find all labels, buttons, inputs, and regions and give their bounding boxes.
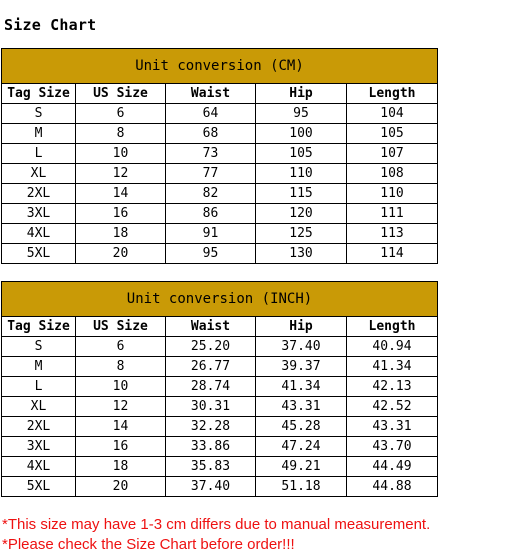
table-cell: 64 [166, 104, 256, 124]
table-cell: 105 [347, 124, 438, 144]
table-row [2, 164, 438, 184]
table-cell: 45.28 [256, 417, 347, 437]
table-cell: 5XL [2, 477, 76, 497]
table-row [2, 244, 438, 264]
table-cell: 110 [256, 164, 347, 184]
column-header: Hip [256, 84, 347, 104]
table-cell: 125 [256, 224, 347, 244]
table-cell: 12 [76, 397, 166, 417]
table-row [2, 337, 438, 357]
table-cell: 43.31 [256, 397, 347, 417]
table-cell: 100 [256, 124, 347, 144]
table-caption: Unit conversion (CM) [2, 49, 438, 84]
table-cell: 16 [76, 204, 166, 224]
table-cell: 3XL [2, 437, 76, 457]
table-cell: 33.86 [166, 437, 256, 457]
table-caption: Unit conversion (INCH) [2, 282, 438, 317]
table-row [2, 397, 438, 417]
table-cell: 41.34 [256, 377, 347, 397]
table-cell: 10 [76, 144, 166, 164]
table-cell: 51.18 [256, 477, 347, 497]
table-row [2, 457, 438, 477]
table-cell: 2XL [2, 184, 76, 204]
table-cell: 42.52 [347, 397, 438, 417]
column-header: Waist [166, 317, 256, 337]
table-cell: S [2, 104, 76, 124]
column-header: Waist [166, 84, 256, 104]
table-cell: 6 [76, 104, 166, 124]
table-cell: 28.74 [166, 377, 256, 397]
table-cell: 91 [166, 224, 256, 244]
check-chart-note: *Please check the Size Chart before order!!! [2, 536, 295, 553]
table-cell: 115 [256, 184, 347, 204]
table-row [2, 477, 438, 497]
table-cell: 32.28 [166, 417, 256, 437]
column-header: Length [347, 84, 438, 104]
table-cell: 110 [347, 184, 438, 204]
table-cell: 2XL [2, 417, 76, 437]
table-cell: 4XL [2, 224, 76, 244]
table-cell: 14 [76, 417, 166, 437]
column-header: US Size [76, 84, 166, 104]
table-cell: 130 [256, 244, 347, 264]
table-cell: 37.40 [256, 337, 347, 357]
table-cell: XL [2, 164, 76, 184]
table-cell: 49.21 [256, 457, 347, 477]
column-header: Tag Size [2, 84, 76, 104]
table-cell: 41.34 [347, 357, 438, 377]
table-cell: 20 [76, 244, 166, 264]
table-cell: 108 [347, 164, 438, 184]
table-cell: 20 [76, 477, 166, 497]
table-cell: 16 [76, 437, 166, 457]
table-cell: L [2, 144, 76, 164]
column-header: Hip [256, 317, 347, 337]
table-row [2, 144, 438, 164]
table-cell: 14 [76, 184, 166, 204]
table-cell: 95 [166, 244, 256, 264]
table-cell: 47.24 [256, 437, 347, 457]
table-cell: 73 [166, 144, 256, 164]
table-cell: 104 [347, 104, 438, 124]
column-header: US Size [76, 317, 166, 337]
table-row [2, 204, 438, 224]
table-cell: 114 [347, 244, 438, 264]
table-row [2, 104, 438, 124]
table-row [2, 357, 438, 377]
table-cell: L [2, 377, 76, 397]
table-cell: 35.83 [166, 457, 256, 477]
table-cell: 4XL [2, 457, 76, 477]
table-cell: 42.13 [347, 377, 438, 397]
table-row [2, 124, 438, 144]
table-cell: 39.37 [256, 357, 347, 377]
table-cell: 26.77 [166, 357, 256, 377]
table-cell: XL [2, 397, 76, 417]
table-cell: 3XL [2, 204, 76, 224]
table-cell: 44.49 [347, 457, 438, 477]
page-title: Size Chart [4, 16, 97, 34]
table-cell: 95 [256, 104, 347, 124]
table-cell: 12 [76, 164, 166, 184]
table-cell: M [2, 357, 76, 377]
table-cell: 107 [347, 144, 438, 164]
table-cell: 18 [76, 224, 166, 244]
column-header-row [2, 317, 438, 337]
table-cell: 18 [76, 457, 166, 477]
table-cell: 82 [166, 184, 256, 204]
table-cell: 10 [76, 377, 166, 397]
table-cell: 77 [166, 164, 256, 184]
table-cell: 44.88 [347, 477, 438, 497]
table-cell: 68 [166, 124, 256, 144]
column-header-row [2, 84, 438, 104]
table-cell: 43.70 [347, 437, 438, 457]
table-cell: 105 [256, 144, 347, 164]
table-cell: 6 [76, 337, 166, 357]
table-row [2, 224, 438, 244]
size-table-cm [1, 48, 438, 264]
table-cell: 120 [256, 204, 347, 224]
table-cell: 30.31 [166, 397, 256, 417]
table-cell: S [2, 337, 76, 357]
table-cell: 113 [347, 224, 438, 244]
column-header: Length [347, 317, 438, 337]
column-header: Tag Size [2, 317, 76, 337]
table-row [2, 184, 438, 204]
table-row [2, 417, 438, 437]
table-cell: 86 [166, 204, 256, 224]
table-cell: 25.20 [166, 337, 256, 357]
table-cell: 43.31 [347, 417, 438, 437]
measurement-note: *This size may have 1-3 cm differs due to manual measurement. [2, 516, 431, 533]
table-cell: M [2, 124, 76, 144]
table-cell: 37.40 [166, 477, 256, 497]
table-cell: 8 [76, 357, 166, 377]
table-cell: 5XL [2, 244, 76, 264]
table-cell: 111 [347, 204, 438, 224]
table-row [2, 437, 438, 457]
table-cell: 8 [76, 124, 166, 144]
table-row [2, 377, 438, 397]
size-table-inch [1, 281, 438, 497]
table-cell: 40.94 [347, 337, 438, 357]
